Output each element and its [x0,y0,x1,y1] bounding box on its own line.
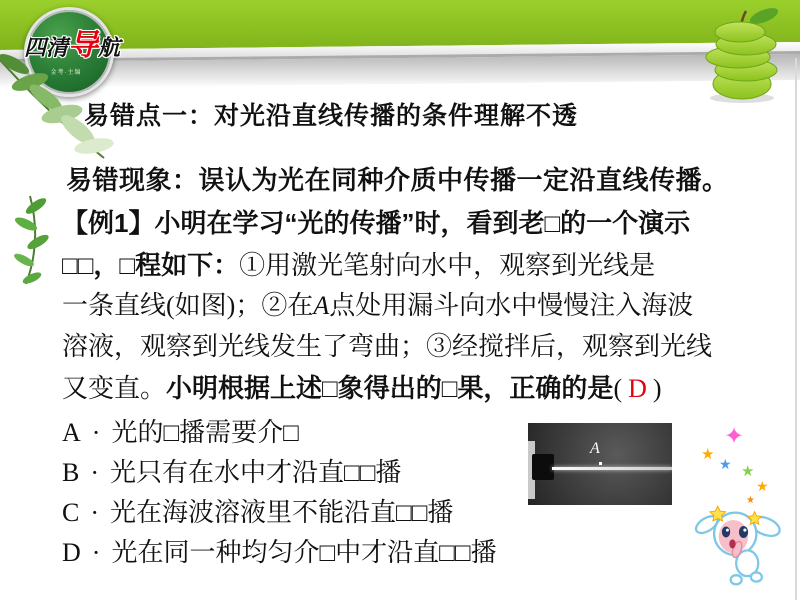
example-line-1-text: 小明在学习“光的传播”时，看到老□的一个演示 [154,208,691,238]
page-title: 易错点一：对光沿直线传播的条件理解不透 [84,102,579,130]
example-line-1 [62,207,762,240]
apple-graphic [688,4,796,104]
star-orange-2-icon: ★ [756,479,769,495]
answer-letter: D [628,374,647,403]
slide-right-edge [795,58,797,600]
logo-text-pre: 四清 [23,35,68,60]
example-line-5-pre: 又变直。 [62,374,167,403]
logo-text-accent: 导 [68,29,98,62]
option-c-text: 光在海波溶液里不能沿直□□播 [110,498,454,527]
point-a-variable: A [313,291,330,320]
option-c-separator: · [90,498,100,527]
star-orange-small-icon: ★ [746,495,755,506]
answer-paren-close: ) [652,374,662,403]
option-c-label: C [62,498,80,527]
mascot-character [692,497,784,589]
option-d [62,537,762,569]
option-a-label: A [62,418,81,447]
option-b-label: B [62,458,80,487]
experiment-photo [528,423,672,505]
option-b-separator: · [90,458,100,487]
laser-beam [552,467,672,470]
photo-point-dot [599,462,602,465]
example-line-2 [62,249,762,282]
option-d-separator: · [91,538,101,567]
photo-point-label: A [590,440,600,457]
option-d-text: 光在同一种均匀介□中才沿直□□播 [111,538,497,567]
example-line-3-pre: 一条直线(如图)；②在 [62,291,314,320]
star-orange-icon: ★ [701,445,715,463]
logo-subtext: 金考·主编 [50,70,82,76]
sparkle-pink-icon: ✦ [724,422,745,450]
logo-text-post: 航 [98,35,121,60]
example-tag: 【例1】 [62,208,155,238]
example-line-5-bold: 小明根据上述□象得出的□果，正确的是 [166,373,614,403]
option-d-label: D [62,538,81,567]
option-b-text: 光只有在水中才沿直□□播 [110,458,402,487]
option-a-text: 光的□播需要介□ [111,418,299,447]
misconception-line: 易错现象：误认为光在同种介质中传播一定沿直线传播。 [66,165,729,195]
laser-pointer [532,454,554,480]
example-line-2-bold: □□，□程如下： [62,250,240,280]
example-line-2-rest: ①用激光笔射向水中，观察到光线是 [239,251,656,280]
star-blue-icon: ★ [719,457,732,473]
star-green-icon: ★ [741,462,755,480]
example-line-3 [62,290,762,322]
answer-paren-open: ( [613,374,623,403]
example-line-3-post: 点处用漏斗向水中慢慢注入海波 [329,291,694,320]
example-line-4: 溶液，观察到光线发生了弯曲；③经搅拌后，观察到光线 [62,332,713,361]
option-a-separator: · [91,418,101,447]
example-line-5 [62,372,762,405]
